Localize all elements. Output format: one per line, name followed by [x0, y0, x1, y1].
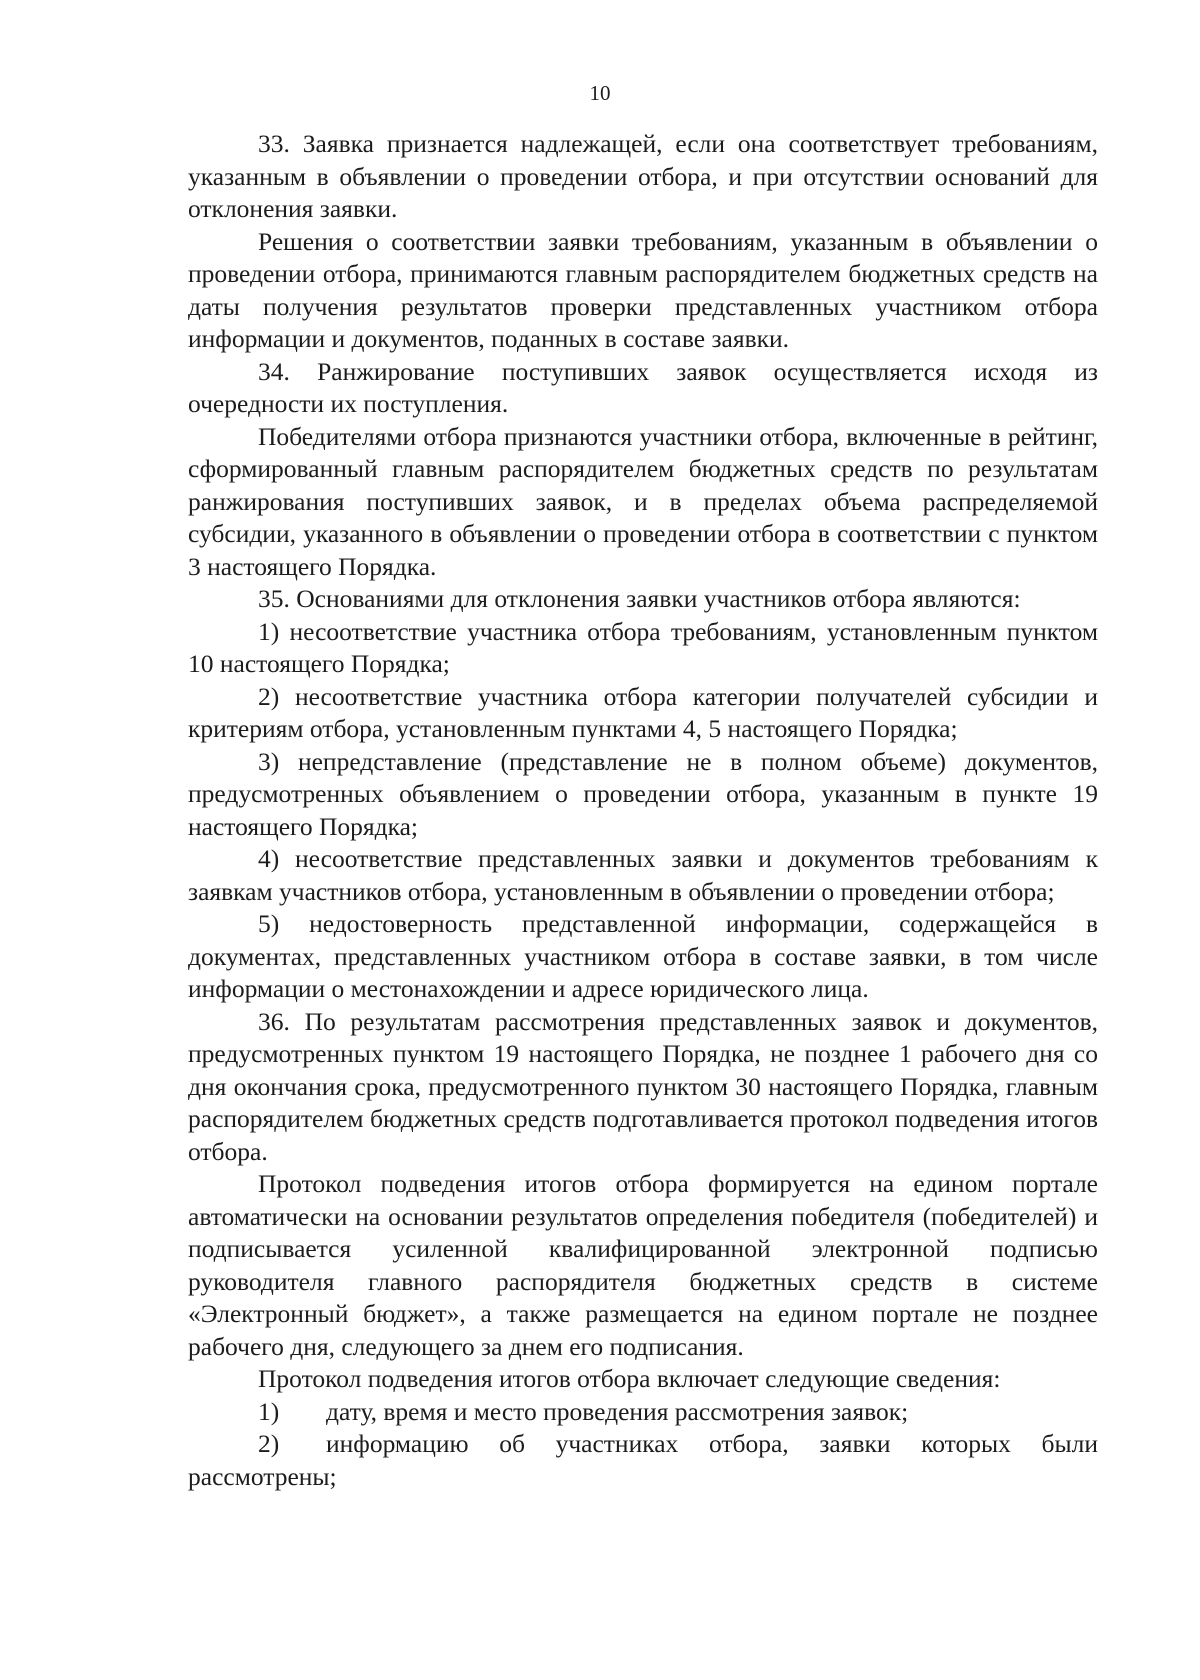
paragraph-35-item-3: 3) непредставление (представление не в полном объеме) документов, предусмотренных объявлением о проведении отбора, указанным в пункте 19 настоящего Порядка;: [188, 746, 1098, 841]
list-item: [188, 1396, 1098, 1429]
list-item-text: дату, время и место проведения рассмотрения заявок;: [326, 1396, 909, 1426]
list-item-number: 1): [258, 1396, 280, 1426]
paragraph-36-protocol-contents: Протокол подведения итогов отбора включает следующие сведения:: [258, 1364, 1001, 1393]
paragraph-33: 33. Заявка признается надлежащей, если она соответствует требованиям, указанным в объявлении о проведении отбора, и при отсутствии оснований для отклонения заявки.: [188, 129, 1098, 223]
paragraph-36: 36. По результатам рассмотрения представленных заявок и документов, предусмотренных пунктом 19 настоящего Порядка, не позднее 1 рабочего дня со дня окончания срока, предусмотренного пунктом 30 настоящего Порядка, главным распорядителем бюджетных средств подготавливается протокол подведения итогов отбора.: [188, 1006, 1098, 1166]
paragraph-35-item-2: 2) несоответствие участника отбора категории получателей субсидии и критериям отбора, установленным пунктами 4, 5 настоящего Порядка;: [188, 681, 1098, 743]
paragraph-34: 34. Ранжирование поступивших заявок осуществляется исходя из очередности их поступления.: [188, 356, 1098, 418]
paragraph-34-winners: Победителями отбора признаются участники отбора, включенные в рейтинг, сформированный главным распорядителем бюджетных средств по результатам ранжирования поступивших заявок, и в пределах объема распределяемой субсидии, указанного в объявлении о проведении отбора в соответствии с пунктом 3 настоящего Порядка.: [188, 421, 1098, 581]
list-item-text: информацию об участниках отбора, заявки которых были рассмотрены;: [188, 1429, 1098, 1491]
list-item: [188, 1428, 1098, 1493]
paragraph-35-item-4: 4) несоответствие представленных заявки и документов требованиям к заявкам участников отбора, установленным в объявлении о проведении отбора;: [188, 844, 1098, 906]
paragraph-33-decisions: Решения о соответствии заявки требованиям, указанным в объявлении о проведении отбора, принимаются главным распорядителем бюджетных средств на даты получения результатов проверки представленных участником отбора информации и документов, поданных в составе заявки.: [188, 226, 1098, 353]
paragraph-36-protocol: Протокол подведения итогов отбора формируется на едином портале автоматически на основании результатов определения победителя (победителей) и подписывается усиленной квалифицированной электронной подписью руководителя главного распорядителя бюджетных средств в системе «Электронный бюджет», а также размещается на едином портале не позднее рабочего дня, следующего за днем его подписания.: [188, 1169, 1098, 1361]
page-number: 10: [589, 81, 611, 105]
paragraph-35-item-5: 5) недостоверность представленной информации, содержащейся в документах, представленных участником отбора в составе заявки, в том числе информации о местонахождении и адресе юридического лица.: [188, 909, 1098, 1003]
list-item-number: 2): [258, 1429, 280, 1458]
document-body: [188, 128, 1098, 1493]
paragraph-35: 35. Основаниями для отклонения заявки участников отбора являются:: [258, 584, 1021, 613]
paragraph-35-item-1: 1) несоответствие участника отбора требованиям, установленным пунктом 10 настоящего Порядка;: [188, 616, 1098, 678]
